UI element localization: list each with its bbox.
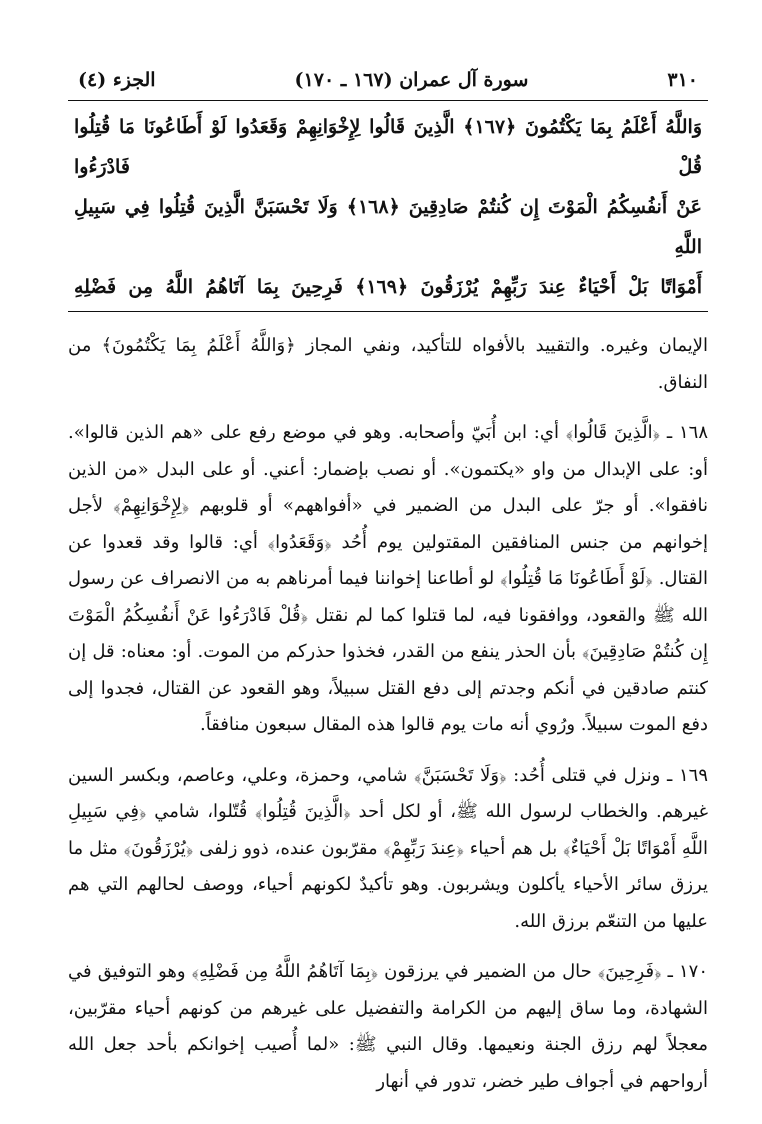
page-header xyxy=(68,60,708,101)
quran-line-3: أَمْوَاتًا بَلْ أَحْيَاءٌ عِندَ رَبِّهِمْ يُرْزَقُونَ ﴿١٦٩﴾ فَرِحِينَ بِمَا آتَاهُمُ اللَّهُ مِن فَضْلِهِ xyxy=(74,276,702,298)
tafsir-paragraph-169: ١٦٩ ـ ونزل في قتلى أُحُد: ﴿وَلَا تَحْسَبَنَّ﴾ شامي، وحمزة، وعلي، وعاصم، وبكسر السين غيرهم. والخطاب لرسول الله ﷺ، أو لكل أحد ﴿الَّذِينَ قُتِلُوا﴾ قُتّلوا، شامي ﴿فِي سَبِيلِ اللَّهِ أَمْوَاتًا بَلْ أَحْيَاءٌ﴾ بل هم أحياء ﴿عِندَ رَبِّهِمْ﴾ مقرّبون عنده، ذوو زلفى ﴿يُرْزَقُونَ﴾ مثل ما يرزق سائر الأحياء يأكلون ويشربون. وهو تأكيدٌ لكونهم أحياء، ووصف لحالهم التي هم عليها من التنعّم برزق الله. xyxy=(68,764,708,932)
tafsir-paragraph-168: ١٦٨ ـ ﴿الَّذِينَ قَالُوا﴾ أي: ابن أُبَيّ وأصحابه. وهو في موضع رفع على «هم الذين قالوا». أو: على الإبدال من واو «يكتمون». أو نصب بإضمار: أعني. أو على البدل «من الذين نافقوا». أو جرّ على البدل من الضمير في «أفواههم» أو قلوبهم ﴿لِإِخْوَانِهِمْ﴾ لأجل إخوانهم من جنس المنافقين المقتولين يوم أُحُد ﴿وَقَعَدُوا﴾ أي: قالوا وقد قعدوا عن القتال. ﴿لَوْ أَطَاعُونَا مَا قُتِلُوا﴾ لو أطاعنا إخواننا فيما أمرناهم به من الانصراف عن رسول الله ﷺ والقعود، ووافقونا فيه، لما قتلوا كما لم نقتل ﴿قُلْ فَادْرَءُوا عَنْ أَنفُسِكُمُ الْمَوْتَ إِن كُنتُمْ صَادِقِينَ﴾ بأن الحذر ينفع من القدر، فخذوا حذركم من الموت. أو: معناه: قل إن كنتم صادقين في أنكم وجدتم إلى دفع القتل سبيلاً، وهو القعود عن القتال، فجدوا إلى دفع الموت سبيلاً. ورُوي أنه مات يوم قالوا هذه المقال سبعون منافقاً. xyxy=(68,422,709,735)
quran-verses xyxy=(68,101,708,312)
tafsir-paragraph-170: ١٧٠ ـ ﴿فَرِحِينَ﴾ حال من الضمير في يرزقون ﴿بِمَا آتَاهُمُ اللَّهُ مِن فَضْلِهِ﴾ وهو التوفيق في الشهادة، وما ساق إليهم من الكرامة والتفضيل على غيرهم من كونهم أحياء مقرّبين، معجلاً لهم رزق الجنة ونعيمها. وقال النبي ﷺ: «لما أُصيب إخوانكم بأحد جعل الله أرواحهم في أجواف طير خضر، تدور في أنهار xyxy=(68,961,708,1092)
quran-line-2: عَنْ أَنفُسِكُمُ الْمَوْتَ إِن كُنتُمْ صَادِقِينَ ﴿١٦٨﴾ وَلَا تَحْسَبَنَّ الَّذِينَ قُتِلُوا فِي سَبِيلِ اللَّهِ xyxy=(74,196,702,258)
tafsir-body xyxy=(68,312,708,1100)
surah-title: سورة آل عمران (١٦٧ ـ ١٧٠) xyxy=(294,69,529,91)
tafsir-paragraph-1: الإيمان وغيره. والتقييد بالأفواه للتأكيد، ونفي المجاز ﴿وَاللَّهُ أَعْلَمُ بِمَا يَكْتُمُونَ﴾ من النفاق. xyxy=(68,335,708,393)
quran-line-1: وَاللَّهُ أَعْلَمُ بِمَا يَكْتُمُونَ ﴿١٦٧﴾ الَّذِينَ قَالُوا لِإِخْوَانِهِمْ وَقَعَدُوا لَوْ أَطَاعُونَا مَا قُتِلُوا قُلْ فَادْرَءُوا xyxy=(74,116,702,178)
page xyxy=(68,60,708,1114)
page-number: ٣١٠ xyxy=(667,69,698,91)
juz-label: الجزء (٤) xyxy=(78,69,156,91)
